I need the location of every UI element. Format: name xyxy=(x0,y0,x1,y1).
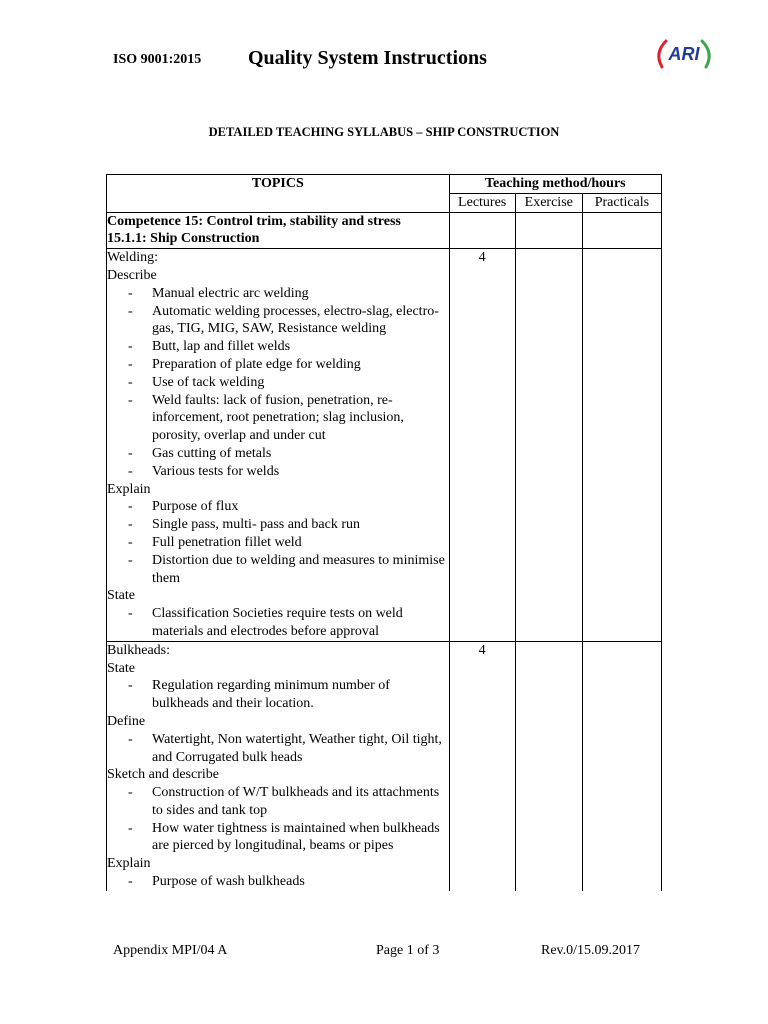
table-row-competence xyxy=(107,212,662,249)
welding-describe-label: Describe xyxy=(107,267,157,283)
col-header-method: Teaching method/hours xyxy=(449,175,661,194)
list-item: - Automatic welding processes, electro-slag, electro-gas, TIG, MIG, SAW, Resistance welding xyxy=(107,303,449,339)
iso-standard: ISO 9001:2015 xyxy=(113,52,202,67)
footer-page-number: Page 1 of 3 xyxy=(376,943,440,958)
bulkheads-topics-cell xyxy=(107,641,450,891)
col-header-exercise: Exercise xyxy=(515,193,582,212)
welding-describe-list xyxy=(107,285,449,481)
subsection-title: 15.1.1: Ship Construction xyxy=(107,231,260,247)
bulkheads-explain-label: Explain xyxy=(107,856,151,872)
welding-exercise xyxy=(515,249,582,642)
bulkheads-sketch-list xyxy=(107,784,449,855)
table-row-bulkheads xyxy=(107,641,662,891)
bulkheads-state-label: State xyxy=(107,660,135,676)
welding-state-label: State xyxy=(107,588,135,604)
bulkheads-define-label: Define xyxy=(107,713,146,729)
welding-title: Welding: xyxy=(107,250,158,266)
header-title: Quality System Instructions xyxy=(248,47,487,69)
table-header-row xyxy=(107,175,662,194)
syllabus-table xyxy=(106,174,662,891)
col-header-practicals: Practicals xyxy=(582,193,661,212)
page-header xyxy=(0,0,768,100)
list-item: - Purpose of flux xyxy=(107,498,449,516)
list-item: - Classification Societies require tests on weld materials and electrodes before approval xyxy=(107,605,449,641)
col-header-topics: TOPICS xyxy=(107,175,450,213)
bulkheads-practicals xyxy=(582,641,661,891)
col-header-lectures: Lectures xyxy=(449,193,515,212)
competence-cell xyxy=(107,212,450,249)
bulkheads-state-list xyxy=(107,677,449,713)
list-item: - Regulation regarding minimum number of bulkheads and their location. xyxy=(107,677,449,713)
list-item: - Weld faults: lack of fusion, penetration, re-inforcement, root penetration; slag inclusion, porosity, overlap and under cut xyxy=(107,392,449,445)
list-item: - Various tests for welds xyxy=(107,463,449,481)
list-item: - Gas cutting of metals xyxy=(107,445,449,463)
bulkheads-define-list xyxy=(107,731,449,767)
list-item: - Purpose of wash bulkheads xyxy=(107,873,449,891)
welding-practicals xyxy=(582,249,661,642)
bulkheads-sketch-label: Sketch and describe xyxy=(107,767,219,783)
bulkheads-exercise xyxy=(515,641,582,891)
list-item: - Single pass, multi- pass and back run xyxy=(107,516,449,534)
document-title: DETAILED TEACHING SYLLABUS – SHIP CONSTRUCTION xyxy=(208,125,560,139)
welding-state-list xyxy=(107,605,449,641)
list-item: - How water tightness is maintained when bulkheads are pierced by longitudinal, beams or pipes xyxy=(107,820,449,856)
welding-topics-cell xyxy=(107,249,450,642)
list-item: - Use of tack welding xyxy=(107,374,449,392)
bulkheads-lectures: 4 xyxy=(449,641,515,891)
welding-explain-label: Explain xyxy=(107,481,151,497)
footer-revision: Rev.0/15.09.2017 xyxy=(541,943,641,958)
welding-lectures: 4 xyxy=(449,249,515,642)
list-item: - Full penetration fillet weld xyxy=(107,534,449,552)
footer-appendix: Appendix MPI/04 A xyxy=(113,943,228,958)
logo-text: ARI xyxy=(668,44,700,64)
list-item: - Preparation of plate edge for welding xyxy=(107,356,449,374)
bulkheads-explain-list xyxy=(107,873,449,891)
ari-logo xyxy=(652,36,716,72)
competence-title: Competence 15: Control trim, stability and stress xyxy=(107,213,401,229)
list-item: - Distortion due to welding and measures to minimise them xyxy=(107,552,449,588)
bulkheads-title: Bulkheads: xyxy=(107,642,170,658)
list-item: - Butt, lap and fillet welds xyxy=(107,338,449,356)
list-item: - Construction of W/T bulkheads and its attachments to sides and tank top xyxy=(107,784,449,820)
list-item: - Manual electric arc welding xyxy=(107,285,449,303)
welding-explain-list xyxy=(107,498,449,587)
list-item: - Watertight, Non watertight, Weather tight, Oil tight, and Corrugated bulk heads xyxy=(107,731,449,767)
table-row-welding xyxy=(107,249,662,642)
